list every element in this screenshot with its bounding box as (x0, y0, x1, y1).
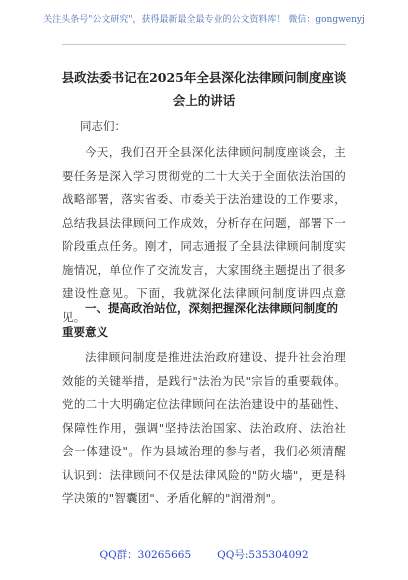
document-title: 县政法委书记在2025年全县深化法律顾问制度座谈会上的讲话 (61, 70, 347, 108)
footer-contact (0, 548, 408, 562)
qq-number-label: QQ号:535304092 (217, 549, 309, 561)
header-divider (62, 44, 346, 45)
section-heading-1: 一、提高政治站位，深刻把握深化法律顾问制度的重要意义 (62, 301, 338, 339)
paragraph-intro: 今天，我们召开全县深化法律顾问制度座谈会，主要任务是深入学习贯彻党的二十大关于全面依法治国的战略部署，落实省委、市委关于法治建设的工作要求，总结我县法律顾问工作成效，分析存在问题，部署下一阶段重点任务。刚才，同志通报了全县法律顾问制度实施情况，单位作了交流发言，大家围绕主题提出了很多建设性意见。下面，我就深化法律顾问制度讲四点意见。 (62, 145, 346, 324)
header-banner: 关注头条号"公文研究"，获得最新最全最专业的公文资料库！ 微信：gongwenyj (43, 15, 365, 25)
salutation: 同志们： (80, 119, 126, 133)
paragraph-section-1: 法律顾问制度是推进法治政府建设、提升社会治理效能的关键举措，是践行"法治为民"宗旨的重要载体。党的二十大明确定位法律顾问在法治建设中的基础性、保障性作用，强调"坚持法治国家、法治政府、法治社会一体建设"。作为县域治理的参与者，我们必须清醒认识到：法律顾问不仅是法律风险的"防火墙"，更是科学决策的"智囊团"、矛盾化解的"润滑剂"。 (62, 350, 346, 505)
qq-group-label: QQ群：30265665 (99, 549, 192, 561)
